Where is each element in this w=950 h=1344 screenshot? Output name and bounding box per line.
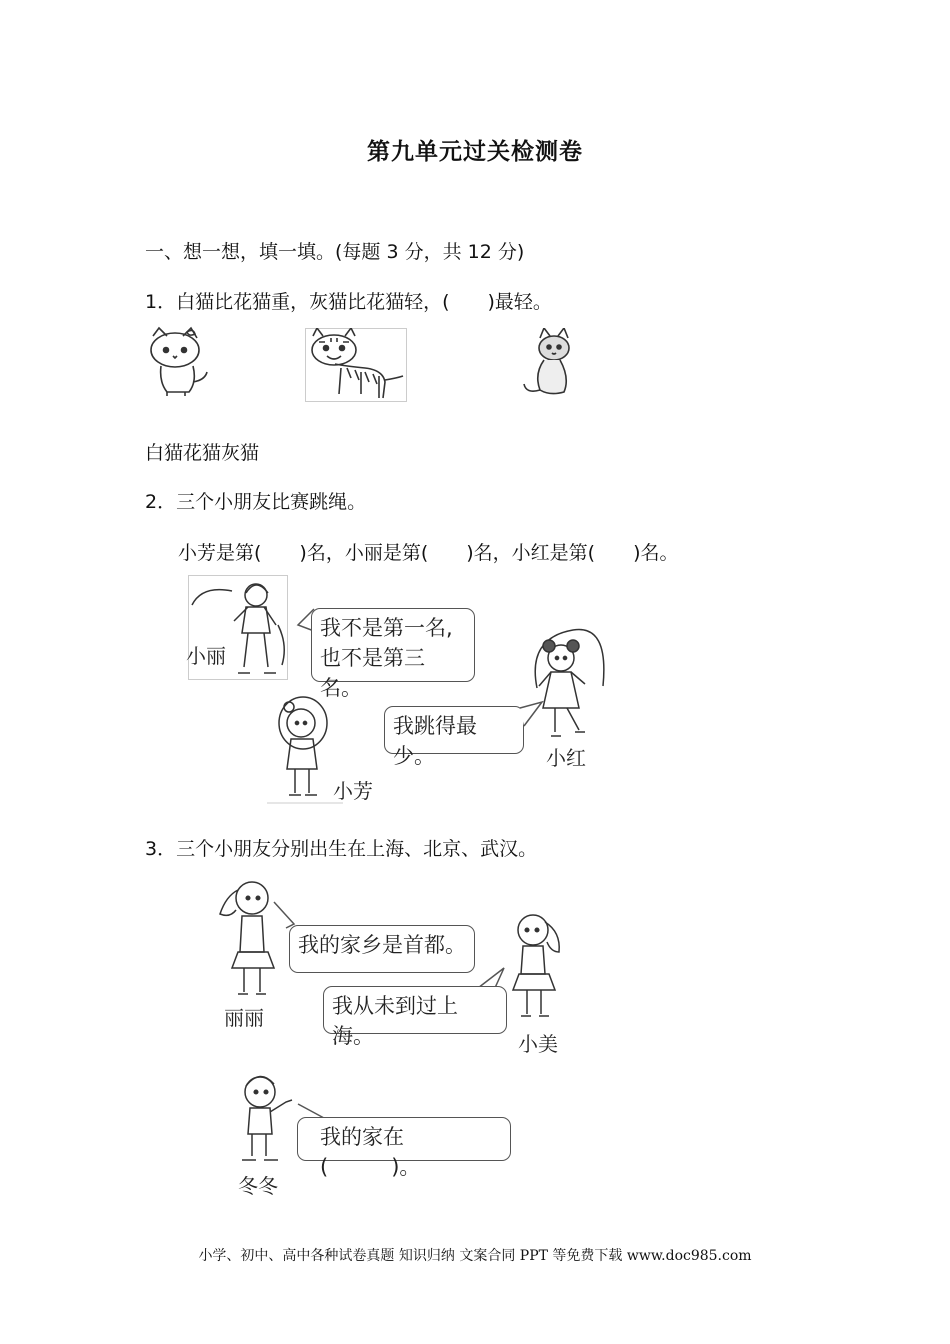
section-1-heading: 一、想一想，填一填。(每题 3 分，共 12 分) <box>145 241 525 263</box>
question-2-text: 2．三个小朋友比赛跳绳。 <box>145 491 367 513</box>
speech-bubble-xiaohong <box>384 706 524 768</box>
dongdong-boy-illustration <box>234 1072 298 1168</box>
name-lili: 丽丽 <box>224 1006 264 1030</box>
bubble-xiaoli-line-1: 我不是第一名, <box>320 616 453 640</box>
page-footer: 小学、初中、高中各种试卷真题 知识归纳 文案合同 PPT 等免费下载 www.doc985.com <box>198 1248 752 1264</box>
xiaomei-girl-illustration <box>505 906 569 1026</box>
bubble-dongdong-text: 我的家在( )。 <box>320 1125 421 1179</box>
bubble-xiaoli-line-2: 也不是第三名。 <box>320 646 425 700</box>
speech-bubble-lili <box>289 925 475 973</box>
question-2-blanks: 小芳是第( )名，小丽是第( )名，小红是第( )名。 <box>178 542 679 564</box>
speech-bubble-dongdong <box>297 1117 511 1179</box>
question-3-text: 3．三个小朋友分别出生在上海、北京、武汉。 <box>145 838 538 860</box>
name-dongdong: 冬冬 <box>238 1174 278 1198</box>
name-xiaoli: 小丽 <box>186 644 226 668</box>
question-1-text: 1．白猫比花猫重，灰猫比花猫轻，( )最轻。 <box>145 291 552 313</box>
grey-cat-illustration <box>522 328 582 402</box>
name-xiaohong: 小红 <box>546 746 586 770</box>
bubble-xiaohong-text: 我跳得最少。 <box>393 714 477 768</box>
bubble-lili-text: 我的家乡是首都。 <box>298 933 466 957</box>
question-1-labels: 白猫花猫灰猫 <box>145 442 260 464</box>
page-title: 第九单元过关检测卷 <box>367 139 583 165</box>
lili-girl-illustration <box>212 870 282 1000</box>
xiaohong-jump-rope-illustration <box>517 628 607 744</box>
speech-bubble-xiaoli <box>311 608 475 700</box>
name-xiaomei: 小美 <box>518 1032 558 1056</box>
speech-bubble-xiaomei <box>323 986 507 1048</box>
white-cat-illustration <box>145 326 213 400</box>
name-xiaofang: 小芳 <box>333 779 373 803</box>
bubble-xiaomei-text: 我从未到过上海。 <box>332 994 458 1048</box>
xiaofang-jump-rope-illustration <box>267 695 343 805</box>
tabby-cat-illustration <box>305 328 407 402</box>
